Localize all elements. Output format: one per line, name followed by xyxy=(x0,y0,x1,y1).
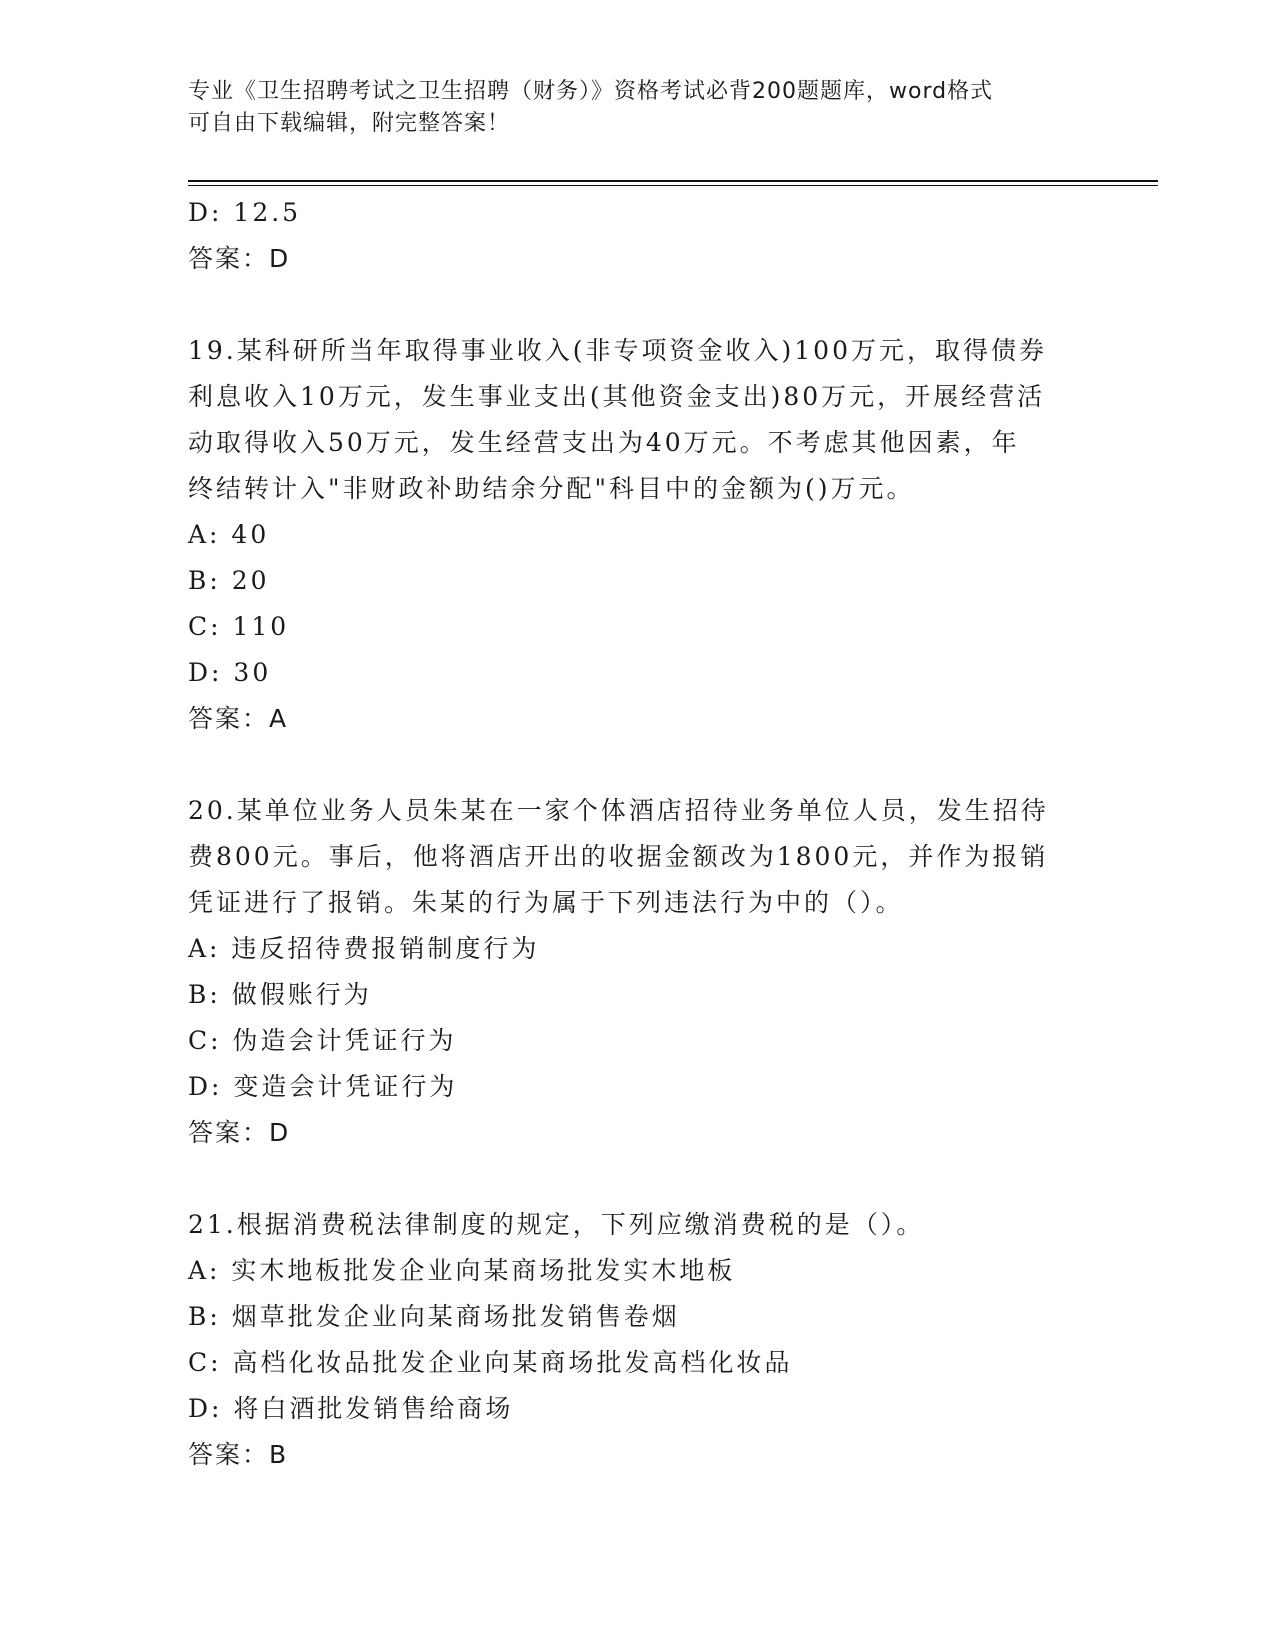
option-b: B: 烟草批发企业向某商场批发销售卷烟 xyxy=(188,1302,680,1331)
question-stem-line: 21.根据消费税法律制度的规定，下列应缴消费税的是（）。 xyxy=(188,1210,925,1239)
answer-line: 答案：D xyxy=(188,244,291,273)
question-stem-line: 凭证进行了报销。朱某的行为属于下列违法行为中的（）。 xyxy=(188,888,904,917)
header-line-1: 专业《卫生招聘考试之卫生招聘（财务）》资格考试必背200题题库，word格式 xyxy=(188,79,994,104)
header-line-2: 可自由下载编辑，附完整答案！ xyxy=(188,111,511,136)
question-stem-line: 终结转计入"非财政补助结余分配"科目中的金额为()万元。 xyxy=(188,474,915,503)
question-stem-line: 20.某单位业务人员朱某在一家个体酒店招待业务单位人员，发生招待 xyxy=(188,796,1049,825)
answer-line: 答案：B xyxy=(188,1440,289,1469)
option-b: B: 做假账行为 xyxy=(188,980,372,1009)
option-d: D: 变造会计凭证行为 xyxy=(188,1072,458,1101)
option-c: C: 110 xyxy=(188,612,290,641)
question-stem-line: 利息收入10万元，发生事业支出(其他资金支出)80万元，开展经营活 xyxy=(188,382,1046,411)
document-body xyxy=(188,190,1088,1478)
spacer xyxy=(188,1156,1088,1202)
question-20 xyxy=(188,788,1088,1156)
document-header xyxy=(188,76,1088,140)
option-a: A: 违反招待费报销制度行为 xyxy=(188,934,540,963)
option-c: C: 高档化妆品批发企业向某商场批发高档化妆品 xyxy=(188,1348,793,1377)
question-18-tail xyxy=(188,190,1088,282)
header-divider-thin xyxy=(188,185,1158,186)
option-c: C: 伪造会计凭证行为 xyxy=(188,1026,457,1055)
question-stem-line: 19.某科研所当年取得事业收入(非专项资金收入)100万元，取得债券 xyxy=(188,336,1047,365)
spacer xyxy=(188,282,1088,328)
spacer xyxy=(188,742,1088,788)
option-d: D: 将白酒批发销售给商场 xyxy=(188,1394,514,1423)
answer-line: 答案：A xyxy=(188,704,289,733)
header-divider-thick xyxy=(188,180,1158,182)
option-a: A: 40 xyxy=(188,520,270,549)
option-b: B: 20 xyxy=(188,566,270,595)
question-19 xyxy=(188,328,1088,742)
option-d: D: 30 xyxy=(188,658,272,687)
question-21 xyxy=(188,1202,1088,1478)
question-stem-line: 费800元。事后，他将酒店开出的收据金额改为1800元，并作为报销 xyxy=(188,842,1049,871)
option-d: D: 12.5 xyxy=(188,198,302,227)
option-a: A: 实木地板批发企业向某商场批发实木地板 xyxy=(188,1256,736,1285)
answer-line: 答案：D xyxy=(188,1118,291,1147)
question-stem-line: 动取得收入50万元，发生经营支出为40万元。不考虑其他因素，年 xyxy=(188,428,1020,457)
